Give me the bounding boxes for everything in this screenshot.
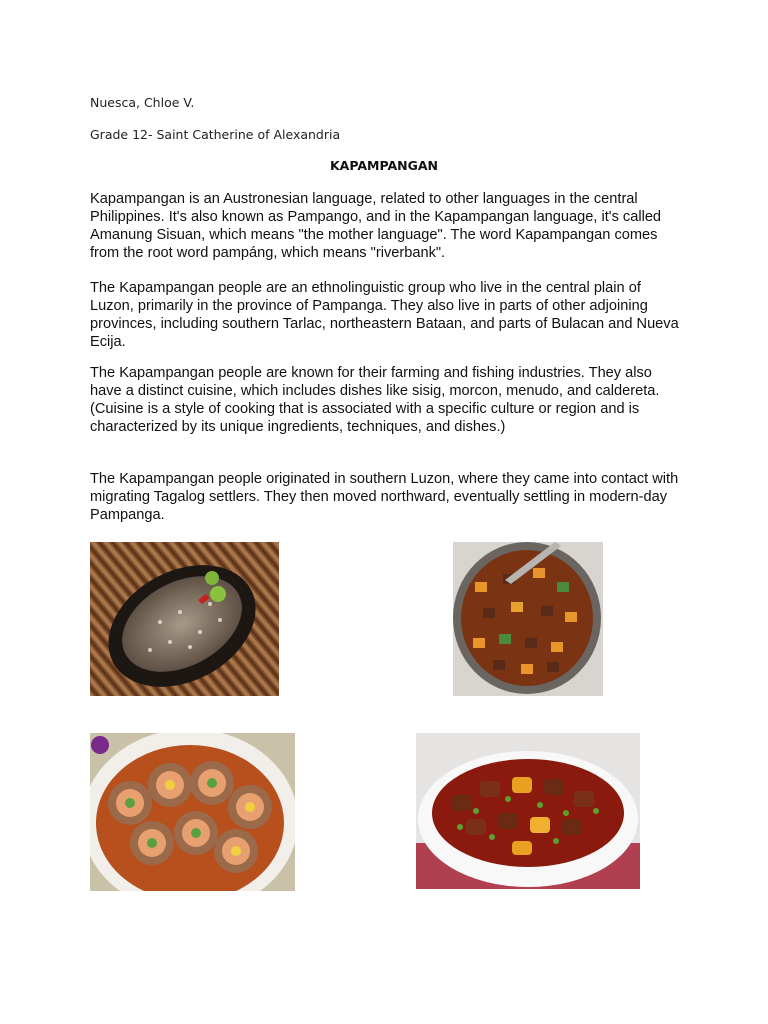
author-name: Nuesca, Chloe V. (90, 95, 195, 110)
caldereta-bowl-photo (416, 733, 640, 889)
class-section: Grade 12- Saint Catherine of Alexandria (90, 127, 341, 142)
paragraph-cuisine: The Kapampangan people are known for their farming and fishing industries. They also have a distinct cuisine, which includes dishes like sisig, morcon, menudo, and caldereta. (Cuisine is a style of cooking that is associated with a specific culture or region and is characterized by its unique ingredients, techniques, and dishes.) (90, 365, 660, 435)
morcon-photo (90, 733, 295, 891)
paragraph-people: The Kapampangan people are an ethnolinguistic group who live in the central plain of Luzon, primarily in the province of Pampanga. They also live in parts of other adjoining provinces, including southern Tarlac, northeastern Bataan, and parts of Bulacan and Nueva Ecija. (90, 280, 679, 350)
caldereta-pot-photo (453, 542, 603, 696)
paragraph-origin: The Kapampangan people originated in southern Luzon, where they came into contact with migrating Tagalog settlers. They then moved northward, eventually settling in modern-day Pampanga. (90, 471, 679, 523)
paragraph-language: Kapampangan is an Austronesian language, related to other languages in the central Philippines. It's also known as Pampango, and in the Kapampangan language, it's called Amanung Sisuan, which means "the mother language". The word Kapampangan comes from the root word pampáng, which means "riverbank". (90, 191, 662, 261)
page-title: KAPAMPANGAN (329, 158, 439, 173)
sisig-photo (90, 542, 279, 696)
